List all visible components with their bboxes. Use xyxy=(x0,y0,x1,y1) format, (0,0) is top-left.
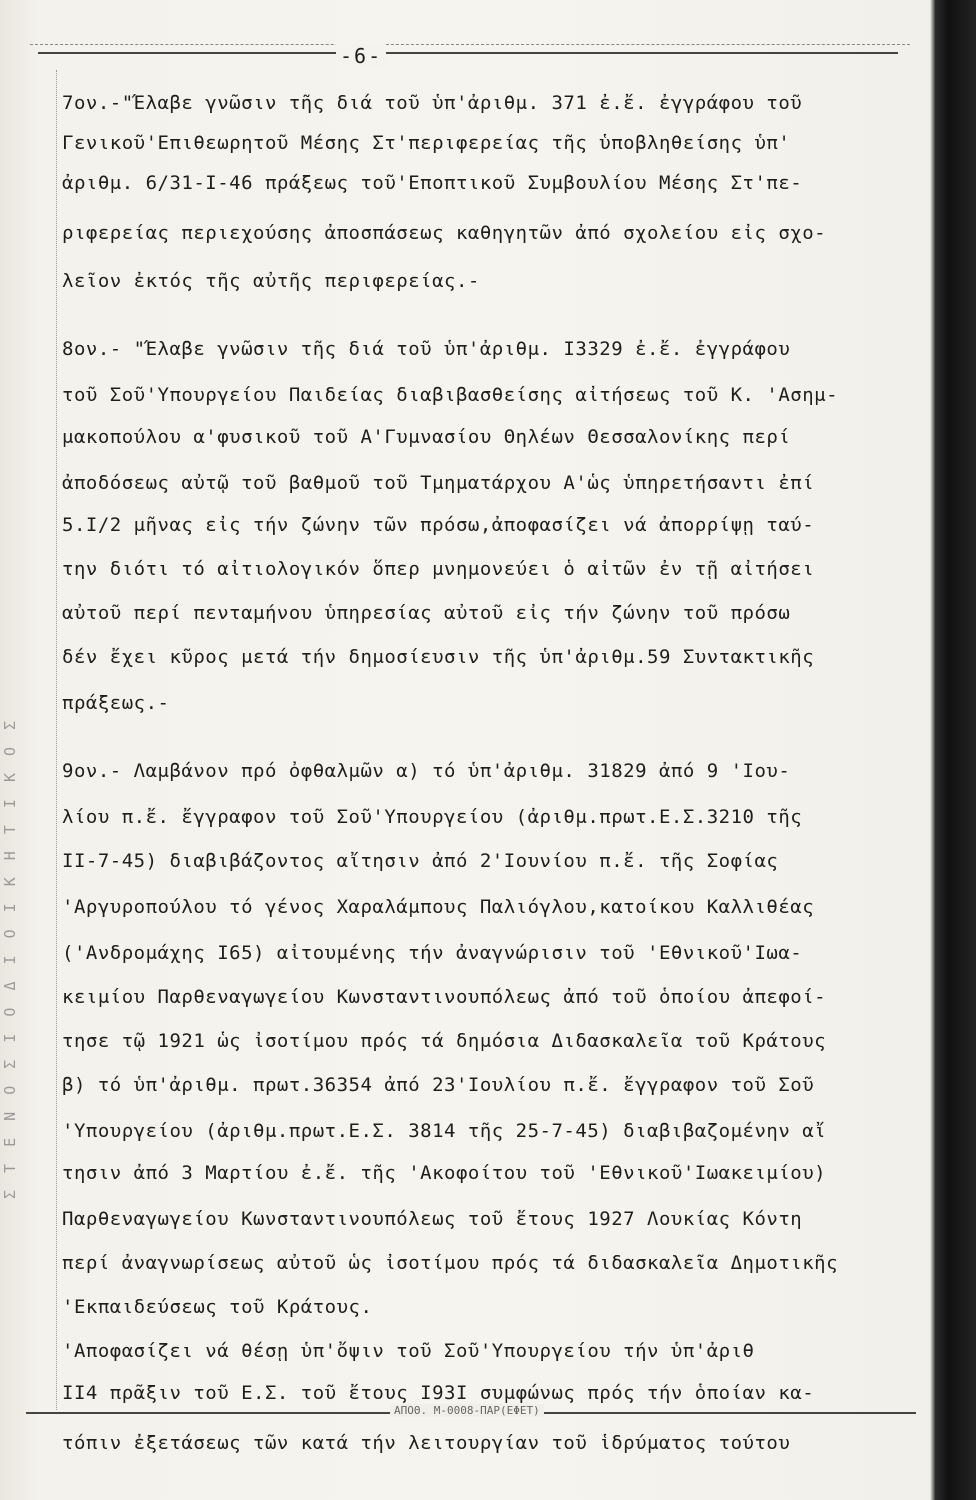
text-line-21: τησε τῷ 1921 ὡς ἰσοτίμου πρός τά δημόσια Διδασκαλεῖα τοῦ Κράτους xyxy=(62,1030,827,1052)
text-line-12: αὐτοῦ περί πενταμήνου ὑπηρεσίας αὐτοῦ εἰς τήν ζώνην τοῦ πρόσω xyxy=(62,602,791,624)
text-line-10: 5.I/2 μῆνας εἰς τήν ζώνην τῶν πρόσω,ἀποφασίζει νά ἀπορρίψῃ ταύ- xyxy=(62,514,815,536)
text-line-23: 'Υπουργείου (ἀριθμ.πρωτ.Ε.Σ. 3814 τῆς 25-7-45) διαβιβαζομένην αἴ xyxy=(62,1120,827,1142)
text-line-6: 8ον.- "Έλαβε γνῶσιν τῆς διά τοῦ ὑπ'ἀριθμ. I3329 ἐ.ἔ. ἐγγράφου xyxy=(62,338,791,360)
top-rule xyxy=(38,52,898,54)
text-line-9: ἀποδόσεως αὐτῷ τοῦ βαθμοῦ τοῦ Τμηματάρχου Α'ὡς ὑπηρετήσαντι ἐπί xyxy=(62,472,815,494)
page-number: -6- xyxy=(336,44,386,68)
footer-stamp: ΑΠΟΘ. Μ-0008-ΠΑΡ(ΕΦΕΤ) xyxy=(390,1404,544,1417)
text-line-22: β) τό ὑπ'ἀριθμ. πρωτ.36354 ἀπό 23'Ιουλίου π.ἔ. ἔγγραφον τοῦ Σοῦ xyxy=(62,1074,815,1096)
text-line-20: κειμίου Παρθεναγωγείου Κωνσταντινουπόλεως ἀπό τοῦ ὁποίου ἀπεφοί- xyxy=(62,986,827,1008)
text-line-16: λίου π.ἔ. ἔγγραφον τοῦ Σοῦ'Υπουργείου (ἀριθμ.πρωτ.Ε.Σ.3210 τῆς xyxy=(62,806,803,828)
text-line-8: μακοπούλου α'φυσικοῦ τοῦ Α'Γυμνασίου Θηλέων Θεσσαλονίκης περί xyxy=(62,426,791,448)
text-line-26: περί ἀναγνωρίσεως αὐτοῦ ὡς ἰσοτίμου πρός τά διδασκαλεῖα Δημοτικῆς xyxy=(62,1252,839,1274)
text-line-19: ('Ανδρομάχης I65) αἰτουμένης τήν ἀναγνώρισιν τοῦ 'Εθνικοῦ'Ιωα- xyxy=(62,942,803,964)
text-line-29: II4 πρᾶξιν τοῦ Ε.Σ. τοῦ ἔτους I93I συμφώνως πρός τήν ὁποίαν κα- xyxy=(62,1382,815,1404)
text-line-14: πράξεως.- xyxy=(62,692,170,714)
text-line-17: II-7-45) διαβιβάζοντος αἴτησιν ἀπό 2'Ιουνίου π.ἔ. τῆς Σοφίας xyxy=(62,850,779,872)
text-line-28: 'Αποφασίζει νά θέσῃ ὑπ'ὄψιν τοῦ Σοῦ'Υπουργείου τήν ὑπ'ἀριθ xyxy=(62,1340,755,1362)
text-line-30: τόπιν ἐξετάσεως τῶν κατά τήν λειτουργίαν τοῦ ἱδρύματος τούτου xyxy=(62,1432,791,1454)
text-line-15: 9ον.- Λαμβάνον πρό ὀφθαλμῶν α) τό ὑπ'ἀριθμ. 31829 ἀπό 9 'Ιου- xyxy=(62,760,791,782)
text-line-7: τοῦ Σοῦ'Υπουργείου Παιδείας διαβιβασθείσης αἰτήσεως τοῦ Κ. 'Ασημ- xyxy=(62,384,839,406)
text-line-13: δέν ἔχει κῦρος μετά τήν δημοσίευσιν τῆς ὑπ'ἀριθμ.59 Συντακτικῆς xyxy=(62,646,815,668)
text-line-27: 'Εκπαιδεύσεως τοῦ Κράτους. xyxy=(62,1296,373,1318)
margin-annotation: Σ Τ Ε Ν Ο Σ Ι Ο Δ Ι Ο Ι Κ Η Τ Ι Κ Ο Σ xyxy=(1,716,19,1199)
text-line-5: λεῖον ἐκτός τῆς αὐτῆς περιφερείας.- xyxy=(62,270,480,292)
text-line-18: 'Αργυροπούλου τό γένος Χαραλάμπους Παλιόγλου,κατοίκου Καλλιθέας xyxy=(62,896,815,918)
text-line-25: Παρθεναγωγείου Κωνσταντινουπόλεως τοῦ ἔτους 1927 Λουκίας Κόντη xyxy=(62,1208,803,1230)
text-line-3: ἀριθμ. 6/31-I-46 πράξεως τοῦ'Εποπτικοῦ Συμβουλίου Μέσης Στ'πε- xyxy=(62,172,803,194)
text-line-24: τησιν ἀπό 3 Μαρτίου ἐ.ἔ. τῆς 'Ακοφοίτου τοῦ 'Εθνικοῦ'Ιωακειμίου) xyxy=(62,1162,827,1184)
text-line-4: ριφερείας περιεχούσης ἀποσπάσεως καθηγητῶν ἀπό σχολείου εἰς σχο- xyxy=(62,222,827,244)
text-line-11: την διότι τό αἰτιολογικόν ὅπερ μνημονεύει ὁ αἰτῶν ἐν τῇ αἰτήσει xyxy=(62,558,815,580)
top-dashed-rule xyxy=(30,44,910,45)
page-dark-edge xyxy=(936,0,976,1500)
left-margin-line xyxy=(56,70,57,1410)
text-line-2: Γενικοῦ'Επιθεωρητοῦ Μέσης Στ'περιφερείας τῆς ὑποβληθείσης ὑπ' xyxy=(62,132,791,154)
text-line-1: 7ον.-"Έλαβε γνῶσιν τῆς διά τοῦ ὑπ'ἀριθμ. 371 ἐ.ἔ. ἐγγράφου τοῦ xyxy=(62,92,803,114)
